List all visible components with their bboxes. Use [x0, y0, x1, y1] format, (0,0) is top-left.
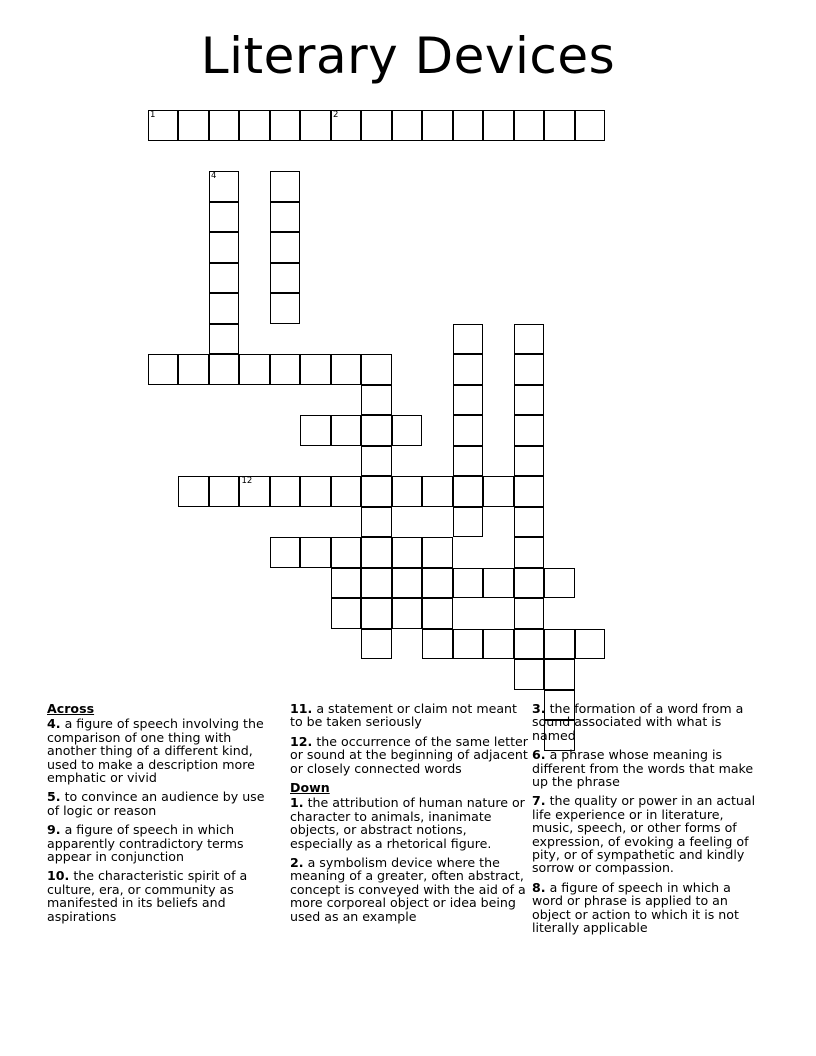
crossword-cell[interactable]	[361, 598, 392, 629]
clue-across-4	[47, 717, 272, 784]
crossword-cell[interactable]	[178, 476, 209, 507]
crossword-cell[interactable]	[514, 385, 545, 416]
crossword-cell[interactable]	[392, 476, 423, 507]
crossword-cell[interactable]	[361, 476, 392, 507]
crossword-cell[interactable]	[300, 415, 331, 446]
page-title: Literary Devices	[200, 27, 616, 85]
crossword-cell[interactable]	[575, 629, 606, 660]
crossword-cell[interactable]	[483, 629, 514, 660]
crossword-cell[interactable]	[544, 568, 575, 599]
clue-column-3	[532, 702, 762, 941]
crossword-cell[interactable]	[361, 415, 392, 446]
crossword-cell[interactable]	[514, 415, 545, 446]
crossword-cell[interactable]	[209, 171, 240, 202]
crossword-cell[interactable]	[483, 568, 514, 599]
crossword-cell[interactable]	[544, 110, 575, 141]
clue-down-3	[532, 702, 762, 742]
crossword-cell[interactable]	[270, 110, 301, 141]
clue-number: 4.	[47, 716, 61, 732]
crossword-cell[interactable]	[514, 507, 545, 538]
crossword-cell[interactable]	[178, 110, 209, 141]
crossword-cell[interactable]	[453, 446, 484, 477]
crossword-cell[interactable]	[209, 110, 240, 141]
clue-number-label: 2	[333, 110, 339, 120]
crossword-cell[interactable]	[270, 202, 301, 233]
clue-across-5	[47, 790, 272, 817]
clue-number-label: 1	[150, 110, 156, 120]
crossword-cell[interactable]	[392, 110, 423, 141]
crossword-cell[interactable]	[300, 476, 331, 507]
crossword-cell[interactable]	[453, 568, 484, 599]
crossword-cell[interactable]	[331, 537, 362, 568]
clue-number: 2.	[290, 855, 304, 871]
crossword-cell[interactable]	[331, 415, 362, 446]
crossword-cell[interactable]	[392, 568, 423, 599]
clue-text: a phrase whose meaning is different from the words that make up the phrase	[532, 747, 754, 790]
crossword-cell[interactable]	[178, 354, 209, 385]
clue-text: the attribution of human nature or character to animals, inanimate objects, or abstract notions, especially as a rhetorical figure.	[290, 795, 525, 851]
clue-across-11	[290, 702, 530, 729]
crossword-cell[interactable]	[270, 354, 301, 385]
clue-number: 10.	[47, 868, 70, 884]
clue-text: the characteristic spirit of a culture, era, or community as manifested in its beliefs and aspirations	[47, 868, 248, 924]
crossword-cell[interactable]	[361, 629, 392, 660]
crossword-cell[interactable]	[361, 507, 392, 538]
crossword-cell[interactable]	[270, 263, 301, 294]
crossword-cell[interactable]	[270, 232, 301, 263]
crossword-cell[interactable]	[514, 659, 545, 690]
crossword-cell[interactable]	[453, 629, 484, 660]
clue-text: to convince an audience by use of logic or reason	[47, 789, 265, 818]
crossword-cell[interactable]	[361, 537, 392, 568]
crossword-cell[interactable]	[422, 568, 453, 599]
crossword-cell[interactable]	[514, 446, 545, 477]
crossword-cell[interactable]	[453, 476, 484, 507]
clue-down-1	[290, 796, 530, 850]
clue-column-1	[47, 702, 272, 929]
clue-number: 7.	[532, 793, 546, 809]
crossword-cell[interactable]	[239, 476, 270, 507]
crossword-cell[interactable]	[392, 537, 423, 568]
crossword-cell[interactable]	[392, 598, 423, 629]
clue-across-9	[47, 823, 272, 863]
crossword-cell[interactable]	[209, 354, 240, 385]
crossword-cell[interactable]	[331, 110, 362, 141]
crossword-cell[interactable]	[239, 110, 270, 141]
crossword-cell[interactable]	[483, 110, 514, 141]
clue-text: a symbolism device where the meaning of a greater, often abstract, concept is conveyed with the aid of a more corporeal object or idea being used as an example	[290, 855, 526, 924]
crossword-cell[interactable]	[514, 568, 545, 599]
crossword-cell[interactable]	[270, 476, 301, 507]
crossword-cell[interactable]	[209, 324, 240, 355]
crossword-cell[interactable]	[361, 354, 392, 385]
clue-text: the occurrence of the same letter or sound at the beginning of adjacent or closely connected words	[290, 733, 528, 776]
clue-number: 9.	[47, 822, 61, 838]
crossword-cell[interactable]	[361, 446, 392, 477]
crossword-cell[interactable]	[361, 568, 392, 599]
crossword-cell[interactable]	[514, 537, 545, 568]
crossword-cell[interactable]	[544, 659, 575, 690]
clue-text: a statement or claim not meant to be taken seriously	[290, 701, 517, 730]
crossword-cell[interactable]	[331, 598, 362, 629]
clue-text: the quality or power in an actual life experience or in literature, music, speech, or other forms of expression, of evoking a feeling of pity, or of sympathetic and kindly sorrow or compassion.	[532, 793, 756, 876]
clue-number-label: 12	[241, 476, 253, 486]
crossword-cell[interactable]	[148, 354, 179, 385]
crossword-cell[interactable]	[422, 110, 453, 141]
clue-number-label: 4	[211, 171, 217, 181]
crossword-cell[interactable]	[453, 354, 484, 385]
crossword-cell[interactable]	[331, 476, 362, 507]
clue-across-12	[290, 735, 530, 775]
clue-text: a figure of speech involving the comparison of one thing with another thing of a different kind, used to make a description more emphatic or vivid	[47, 716, 264, 786]
crossword-cell[interactable]	[361, 110, 392, 141]
clue-text: the formation of a word from a sound associated with what is named	[532, 701, 744, 743]
clue-column-2	[290, 702, 530, 929]
crossword-cell[interactable]	[300, 354, 331, 385]
down-heading: Down	[290, 780, 330, 796]
crossword-cell[interactable]	[331, 568, 362, 599]
crossword-cell[interactable]	[453, 110, 484, 141]
crossword-cell[interactable]	[422, 476, 453, 507]
crossword-cell[interactable]	[270, 293, 301, 324]
crossword-cell[interactable]	[453, 385, 484, 416]
crossword-cell[interactable]	[270, 171, 301, 202]
clue-number: 11.	[290, 701, 313, 716]
crossword-cell[interactable]	[361, 385, 392, 416]
crossword-cell[interactable]	[331, 354, 362, 385]
clue-number: 1.	[290, 795, 304, 811]
crossword-cell[interactable]	[209, 232, 240, 263]
clue-down-2	[290, 856, 530, 923]
clue-text: a figure of speech in which a word or phrase is applied to an object or action to which it is not literally applicable	[532, 879, 739, 936]
crossword-cell[interactable]	[453, 324, 484, 355]
clue-across-10	[47, 869, 272, 923]
crossword-cell[interactable]	[209, 476, 240, 507]
clue-number: 6.	[532, 747, 546, 763]
crossword-cell[interactable]	[514, 476, 545, 507]
clue-number: 8.	[532, 879, 546, 895]
crossword-cell[interactable]	[422, 537, 453, 568]
crossword-cell[interactable]	[453, 415, 484, 446]
crossword-cell[interactable]	[148, 110, 179, 141]
crossword-cell[interactable]	[422, 629, 453, 660]
crossword-cell[interactable]	[575, 110, 606, 141]
clue-number: 3.	[532, 701, 546, 716]
crossword-cell[interactable]	[239, 354, 270, 385]
crossword-cell[interactable]	[483, 476, 514, 507]
crossword-cell[interactable]	[392, 415, 423, 446]
clue-number: 5.	[47, 789, 61, 805]
crossword-cell[interactable]	[300, 110, 331, 141]
crossword-cell[interactable]	[422, 598, 453, 629]
crossword-cell[interactable]	[453, 507, 484, 538]
clue-number: 12.	[290, 733, 313, 749]
crossword-cell[interactable]	[514, 110, 545, 141]
crossword-cell[interactable]	[300, 537, 331, 568]
across-heading: Across	[47, 701, 95, 716]
crossword-cell[interactable]	[514, 354, 545, 385]
crossword-cell[interactable]	[209, 202, 240, 233]
clue-down-7	[532, 794, 762, 874]
crossword-cell[interactable]	[544, 629, 575, 660]
crossword-cell[interactable]	[514, 324, 545, 355]
clue-down-6	[532, 748, 762, 788]
crossword-cell[interactable]	[209, 263, 240, 294]
clue-text: a figure of speech in which apparently contradictory terms appear in conjunction	[47, 822, 244, 865]
crossword-cell[interactable]	[514, 598, 545, 629]
crossword-cell[interactable]	[514, 629, 545, 660]
crossword-cell[interactable]	[209, 293, 240, 324]
crossword-cell[interactable]	[270, 537, 301, 568]
clue-down-8	[532, 881, 762, 935]
